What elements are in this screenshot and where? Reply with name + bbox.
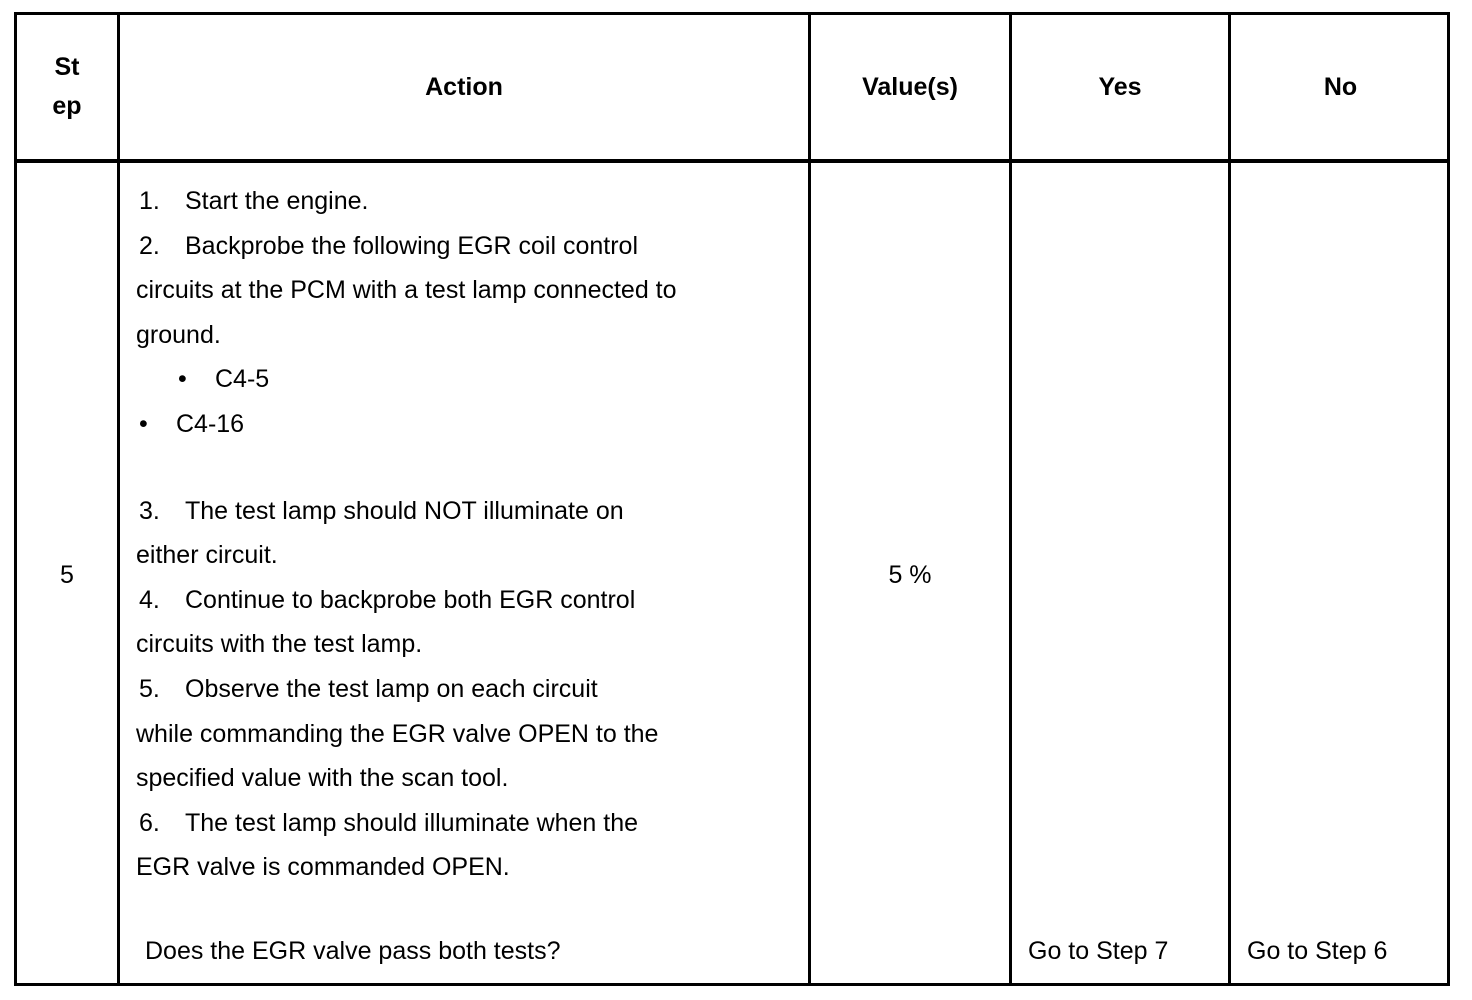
action-step-5-cont: while commanding the EGR valve OPEN to the — [136, 719, 659, 748]
header-step-line1: St — [54, 53, 80, 81]
bullet-item: • C4-5 — [178, 365, 270, 394]
action-step-6-cont: EGR valve is commanded OPEN. — [136, 853, 510, 882]
action-step-1: 1. Start the engine. — [139, 187, 369, 215]
no-link[interactable]: Go to Step 6 — [1247, 937, 1388, 965]
action-step-2-cont: ground. — [136, 320, 221, 349]
action-step-5-cont: specified value with the scan tool. — [136, 764, 509, 793]
header-yes: Yes — [1098, 72, 1142, 101]
value-cell: 5 % — [888, 561, 932, 589]
header-no: No — [1323, 72, 1358, 101]
step-number: 5 — [60, 561, 74, 589]
action-step-2-cont: circuits at the PCM with a test lamp connected to — [136, 276, 677, 305]
action-step-5: 5. Observe the test lamp on each circuit — [139, 674, 598, 703]
action-cell — [136, 179, 796, 890]
header-action: Action — [425, 72, 503, 101]
action-step-4-cont: circuits with the test lamp. — [136, 630, 423, 659]
yes-link[interactable]: Go to Step 7 — [1028, 937, 1169, 965]
header-values: Value(s) — [862, 72, 958, 101]
action-step-3-cont: either circuit. — [136, 541, 278, 570]
question-text: Does the EGR valve pass both tests? — [145, 937, 561, 965]
action-step-3: 3. The test lamp should NOT illuminate on — [139, 496, 624, 525]
bullet-item: • C4-16 — [139, 409, 245, 438]
header-step — [17, 15, 117, 159]
diagnostic-table — [14, 12, 1450, 986]
header-step-line2: ep — [52, 92, 82, 120]
action-step-6: 6. The test lamp should illuminate when the — [139, 808, 639, 837]
header-divider — [17, 159, 1447, 163]
action-step-4: 4. Continue to backprobe both EGR control — [139, 585, 636, 614]
action-step-2: 2. Backprobe the following EGR coil control — [139, 231, 639, 260]
